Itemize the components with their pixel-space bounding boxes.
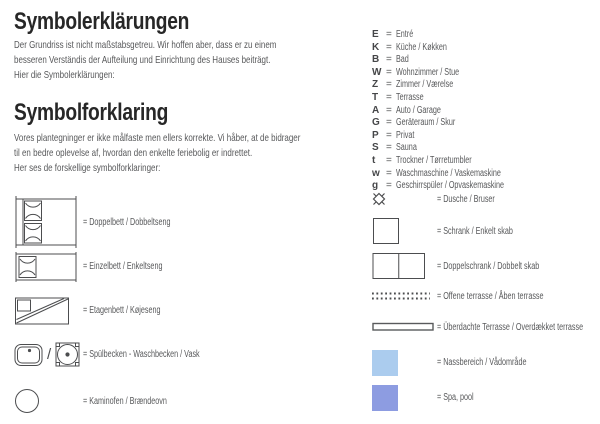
- code-meaning: Waschmaschine / Vaskemaskine: [396, 167, 501, 179]
- code-meaning: Wohnzimmer / Stue: [396, 66, 460, 78]
- equals-sign: =: [386, 129, 392, 141]
- letter-code-row: [372, 54, 546, 67]
- legend-row-cabinet: [372, 217, 542, 245]
- code-meaning: Privat: [396, 129, 415, 141]
- legend-row-open-terrace: [372, 289, 585, 303]
- legend-label: = Spülbecken - Waschbecken / Vask: [83, 349, 200, 360]
- kitchen-sink-icon: [14, 341, 44, 369]
- code-meaning: Entré: [396, 29, 414, 40]
- legend-label: = Etagenbett / Køjeseng: [83, 305, 161, 316]
- spa-pool-swatch: [372, 385, 398, 411]
- danish-paragraph-line: Vores plantegninger er ikke målfaste men ellers korrekte. Vi håber, at de bidrager: [14, 132, 301, 144]
- equals-sign: =: [386, 142, 392, 154]
- legend-label: = Offene terrasse / Åben terrasse: [437, 290, 544, 302]
- danish-title: Symbolforklaring: [14, 99, 169, 126]
- letter-code-row: [372, 130, 546, 143]
- code-letter: K: [372, 41, 380, 53]
- wet-area-swatch: [372, 350, 398, 376]
- legend-row-single-bed: [14, 251, 193, 282]
- code-meaning: Sauna: [396, 142, 417, 154]
- german-paragraph-line: Der Grundriss ist nicht maßstabsgetreu. Wir hoffen aber, dass er zu einem: [14, 39, 277, 51]
- danish-paragraph-line: Her ses de forskellige symbolforklaringer:: [14, 162, 161, 174]
- equals-sign: =: [386, 167, 392, 179]
- code-meaning: Küche / Køkken: [396, 41, 447, 53]
- code-meaning: Geschirrspüler / Opvaskemaskine: [396, 180, 505, 192]
- letter-code-row: [372, 67, 546, 80]
- equals-sign: =: [386, 91, 392, 103]
- equals-sign: =: [386, 29, 392, 40]
- shower-icon: [372, 192, 437, 206]
- legend-label: = Schrank / Enkelt skab: [437, 225, 513, 237]
- double-bed-icon: [14, 195, 83, 249]
- letter-code-list: [372, 29, 546, 193]
- code-meaning: Geräteraum / Skur: [396, 117, 456, 129]
- equals-sign: =: [386, 104, 392, 116]
- slash-separator: /: [47, 346, 52, 363]
- double-cabinet-icon: [372, 252, 437, 280]
- legend-row-double-bed: [14, 196, 204, 248]
- legend-label: = Einzelbett / Enkeltseng: [83, 261, 163, 272]
- code-meaning: Zimmer / Værelse: [396, 79, 454, 91]
- legend-row-bunk-bed: [14, 296, 191, 325]
- legend-label: = Doppelbett / Dobbeltseng: [83, 216, 171, 228]
- code-letter: g: [372, 180, 379, 192]
- legend-label: = Kaminofen / Brændeovn: [83, 395, 167, 407]
- equals-sign: =: [386, 41, 392, 53]
- code-letter: G: [372, 117, 380, 129]
- code-letter: A: [372, 104, 380, 116]
- german-paragraph-line: Hier die Symbolerklärungen:: [14, 69, 115, 81]
- equals-sign: =: [386, 117, 392, 129]
- legend-label: = Überdachte Terrasse / Overdækket terrasse: [437, 321, 584, 333]
- code-meaning: Auto / Garage: [396, 104, 441, 116]
- legend-label: = Nassbereich / Vådområde: [437, 357, 527, 368]
- equals-sign: =: [386, 66, 392, 78]
- legend-row-stove: [14, 388, 199, 414]
- code-letter: S: [372, 142, 379, 154]
- legend-row-wet-area: [372, 349, 561, 376]
- code-letter: W: [372, 66, 382, 78]
- code-letter: B: [372, 54, 380, 66]
- code-letter: t: [372, 154, 376, 166]
- code-letter: Z: [372, 79, 379, 91]
- legend-label: = Doppelschrank / Dobbelt skab: [437, 260, 540, 272]
- letter-code-row: [372, 117, 546, 130]
- danish-paragraph-line: til en bedre oplevelse af, hvordan den enkelte feriebolig er indrettet.: [14, 147, 253, 159]
- bunk-bed-icon: [14, 296, 83, 326]
- danish-paragraph: [14, 131, 391, 176]
- letter-code-row: [372, 142, 546, 155]
- wood-stove-icon: [14, 388, 83, 414]
- letter-code-row: [372, 79, 546, 92]
- legend-row-double-cabinet: [372, 252, 579, 280]
- german-paragraph: [14, 38, 359, 83]
- letter-code-row: [372, 168, 546, 181]
- legend-row-covered-terrace: [372, 320, 600, 334]
- letter-code-row: [372, 29, 546, 42]
- letter-code-row: [372, 155, 546, 168]
- legend-label: = Spa, pool: [437, 392, 474, 403]
- code-letter: T: [372, 91, 379, 103]
- cabinet-icon: [372, 217, 437, 245]
- single-bed-icon: [14, 251, 83, 283]
- round-basin-icon: [54, 341, 81, 368]
- code-letter: E: [372, 29, 379, 40]
- code-meaning: Trockner / Tørretumbler: [396, 154, 472, 166]
- equals-sign: =: [386, 180, 392, 192]
- code-letter: w: [372, 167, 380, 179]
- sink-icons-group: [14, 341, 83, 369]
- code-meaning: Terrasse: [396, 91, 424, 103]
- letter-code-row: [372, 105, 546, 118]
- code-letter: P: [372, 129, 379, 141]
- letter-code-row: [372, 42, 546, 55]
- code-meaning: Bad: [396, 54, 409, 66]
- covered-terrace-icon: [372, 322, 437, 332]
- equals-sign: =: [386, 79, 392, 91]
- legend-label: = Dusche / Bruser: [437, 193, 495, 205]
- letter-code-row: [372, 92, 546, 105]
- legend-row-shower: [372, 189, 517, 209]
- open-terrace-icon: [372, 291, 437, 301]
- equals-sign: =: [386, 54, 392, 66]
- german-title: Symbolerklärungen: [14, 8, 190, 35]
- legend-row-spa-pool: [372, 384, 488, 411]
- legend-row-sink: [14, 341, 245, 368]
- german-paragraph-line: besseren Verständis der Aufteilung und Einrichtung des Hauses beiträgt.: [14, 54, 271, 66]
- equals-sign: =: [386, 154, 392, 166]
